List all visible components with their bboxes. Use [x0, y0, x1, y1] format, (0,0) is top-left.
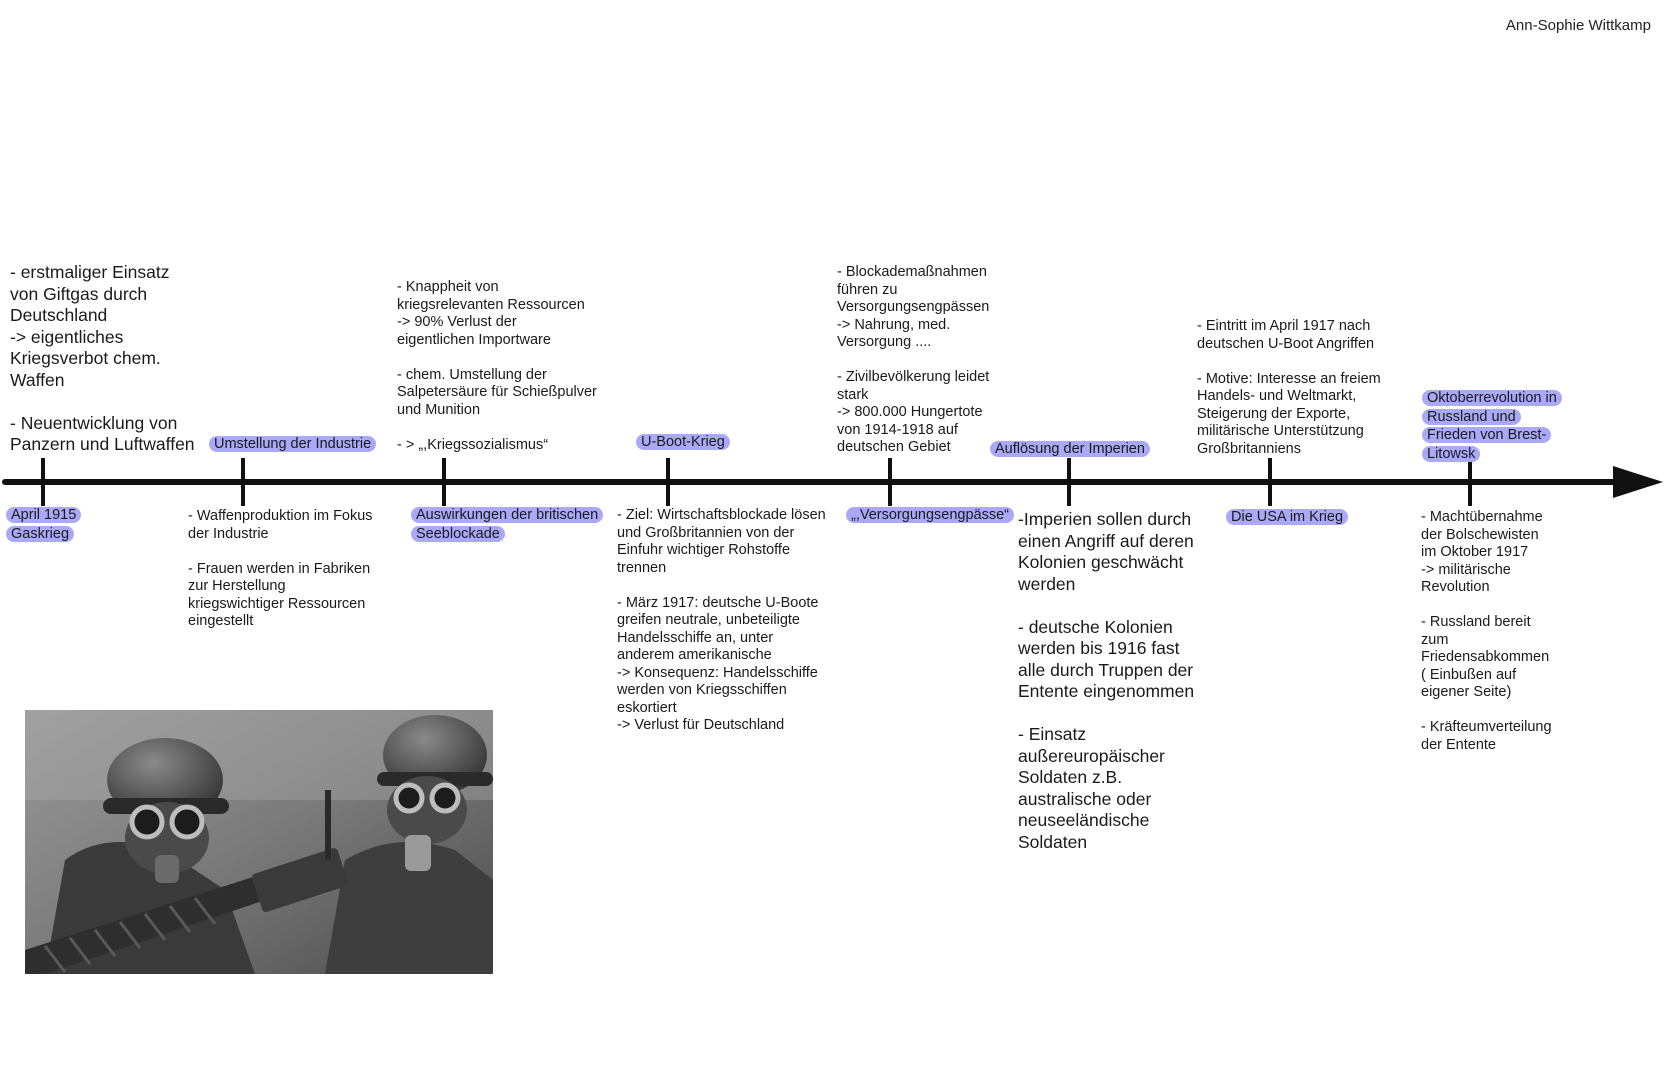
- timeline-tick: [1468, 458, 1472, 506]
- timeline-tick: [1268, 458, 1272, 506]
- author-name: Ann-Sophie Wittkamp: [1505, 17, 1651, 34]
- event-notes-text: - Machtübernahme der Bolschewisten im Oktober 1917 -> militärische Revolution - Russland bereit zum Friedensabkommen ( Einbußen auf eigener Seite) - Kräfteumverteilung der Entente: [1421, 509, 1552, 753]
- event-label-uboot: [636, 433, 746, 452]
- event-label-imperien: [990, 440, 1160, 459]
- event-notes-oktoberrevolution: [1421, 509, 1581, 754]
- timeline-line: [2, 479, 1622, 485]
- event-notes-text: - Blockademaßnahmen führen zu Versorgungsengpässen -> Nahrung, med. Versorgung .... - Zivilbevölkerung leidet stark -> 800.000 Hungertote von 1914-1918 auf deutschen Gebiet: [837, 264, 990, 455]
- event-label-text: Auflösung der Imperien: [990, 441, 1150, 457]
- timeline-tick: [41, 458, 45, 506]
- event-label-text: „,Versorgungsengpässe“: [846, 507, 1014, 523]
- event-notes-versorgung: [837, 264, 1022, 457]
- event-label-industrie: [209, 435, 399, 454]
- timeline-tick: [888, 458, 892, 506]
- event-label-versorgung: [846, 506, 1021, 525]
- event-label-text: Oktoberrevolution in Russland und Frieden von Brest- Litowsk: [1422, 390, 1562, 462]
- event-label-seeblockade: [411, 506, 616, 543]
- event-notes-uboot: [617, 507, 842, 735]
- event-notes-text: -Imperien sollen durch einen Angriff auf deren Kolonien geschwächt werden - deutsche Kolonien werden bis 1916 fast alle durch Truppen der Entente eingenommen - Einsatz außereuropäischer Soldaten z.B. australische oder neuseeländische Soldaten: [1018, 509, 1195, 852]
- event-notes-text: - Ziel: Wirtschaftsblockade lösen und Großbritannien von der Einfuhr wichtiger Rohstoffe trennen - März 1917: deutsche U-Boote greifen neutrale, unbeteiligte Handelsschiffe an, unter anderem amerikanische -> Konsequenz: Handelsschiffe werden von Kriegsschiffen eskortiert -> Verlust für Deutschland: [617, 507, 826, 733]
- event-label-text: April 1915 Gaskrieg: [6, 507, 81, 542]
- event-notes-text: - Knappheit von kriegsrelevanten Ressourcen -> 90% Verlust der eigentlichen Importware - chem. Umstellung der Salpetersäure für Schießpulver und Munition - > „,Kriegssozialismus“: [397, 279, 597, 453]
- event-notes-gaskrieg: [10, 262, 210, 456]
- event-label-text: U-Boot-Krieg: [636, 434, 730, 450]
- event-notes-text: - Waffenproduktion im Fokus der Industrie - Frauen werden in Fabriken zur Herstellung kriegswichtiger Ressourcen eingestellt: [188, 508, 373, 629]
- event-notes-seeblockade: [397, 279, 607, 454]
- event-label-text: Die USA im Krieg: [1226, 509, 1348, 525]
- event-notes-text: - Eintritt im April 1917 nach deutschen U-Boot Angriffen - Motive: Interesse an freiem Handels- und Weltmarkt, Steigerung der Exporte, militärische Unterstützung Großbritanniens: [1197, 318, 1381, 457]
- gas-mask-soldiers-photo: [25, 710, 493, 974]
- event-label-text: Umstellung der Industrie: [209, 436, 376, 452]
- timeline-tick: [1067, 458, 1071, 506]
- event-notes-usa: [1197, 318, 1397, 458]
- timeline-tick: [666, 458, 670, 506]
- timeline-tick: [241, 458, 245, 506]
- event-label-usa: [1226, 508, 1376, 527]
- event-label-gaskrieg: [6, 506, 96, 543]
- timeline-arrow-head: [1613, 466, 1663, 498]
- event-notes-text: - erstmaliger Einsatz von Giftgas durch Deutschland -> eigentliches Kriegsverbot chem. Waffen - Neuentwicklung von Panzern und Luftwaffen: [10, 262, 195, 454]
- event-label-text: Auswirkungen der britischen Seeblockade: [411, 507, 603, 542]
- event-notes-imperien: [1018, 509, 1228, 853]
- event-label-oktoberrevolution: [1422, 389, 1582, 463]
- timeline-tick: [442, 458, 446, 506]
- event-notes-industrie: [188, 508, 388, 631]
